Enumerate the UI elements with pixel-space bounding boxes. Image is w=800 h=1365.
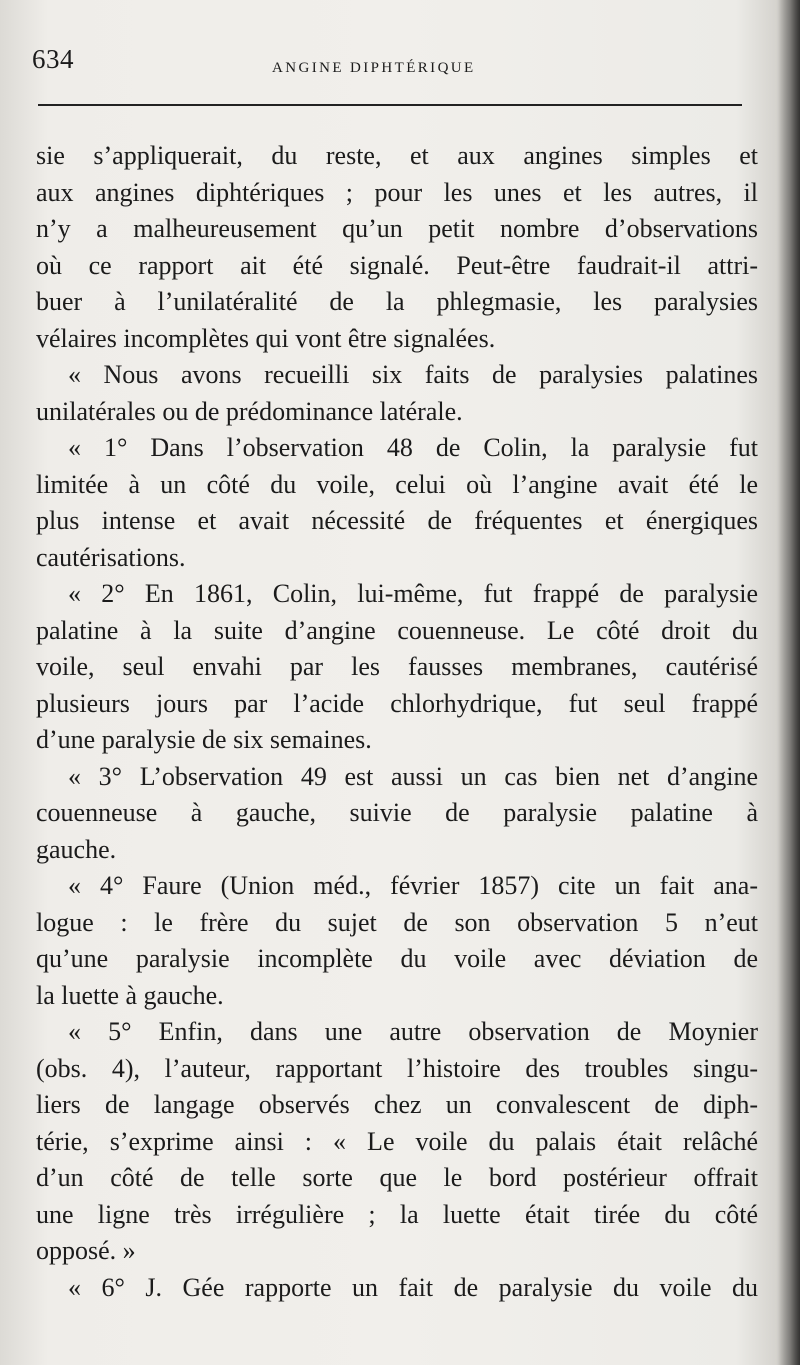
text-line: gauche. xyxy=(36,834,117,864)
text-line: la luette à gauche. xyxy=(36,980,224,1010)
text-line: logue : le frère du sujet de son observation 5 n’eut xyxy=(36,907,758,937)
text-line: d’un côté de telle sorte que le bord postérieur offrait xyxy=(36,1163,758,1192)
text-line: cautérisations. xyxy=(36,542,186,572)
page-binding-shadow xyxy=(778,0,800,1365)
text-line: opposé. » xyxy=(36,1236,136,1265)
page-number: 634 xyxy=(32,44,74,74)
text-line: vélaires incomplètes qui vont être signalées. xyxy=(36,323,496,353)
running-title: ANGINE DIPHTÉRIQUE xyxy=(272,60,476,76)
text-line: « 5° Enfin, dans une autre observation de Moynier xyxy=(68,1017,758,1046)
text-line: d’une paralysie de six semaines. xyxy=(36,725,372,754)
text-line: unilatérales ou de prédominance latérale. xyxy=(36,396,463,426)
text-line: plusieurs jours par l’acide chlorhydrique, fut seul frappé xyxy=(36,688,758,718)
text-line: sie s’appliquerait, du reste, et aux angines simples et xyxy=(36,141,758,170)
text-line: « 4° Faure (Union méd., février 1857) cite un fait ana- xyxy=(68,871,758,900)
text-line: une ligne très irrégulière ; la luette était tirée du côté xyxy=(36,1199,758,1229)
text-line: « 6° J. Gée rapporte un fait de paralysie du voile du xyxy=(68,1272,758,1302)
text-line: où ce rapport ait été signalé. Peut-être faudrait-il attri- xyxy=(36,250,758,280)
text-line: térie, s’exprime ainsi : « Le voile du palais était relâché xyxy=(36,1126,758,1156)
header-rule xyxy=(38,104,742,106)
text-line: couenneuse à gauche, suivie de paralysie palatine à xyxy=(36,798,758,827)
text-line: qu’une paralysie incomplète du voile avec déviation de xyxy=(36,944,758,973)
text-line: plus intense et avait nécessité de fréquentes et énergiques xyxy=(36,506,758,535)
text-line: « 3° L’observation 49 est aussi un cas bien net d’angine xyxy=(68,761,758,791)
text-line: aux angines diphtériques ; pour les unes et les autres, il xyxy=(36,177,758,207)
text-line: limitée à un côté du voile, celui où l’angine avait été le xyxy=(36,469,758,499)
text-line: n’y a malheureusement qu’un petit nombre d’observations xyxy=(36,214,758,243)
text-line: palatine à la suite d’angine couenneuse. Le côté droit du xyxy=(36,615,758,645)
text-line: buer à l’unilatéralité de la phlegmasie, les paralysies xyxy=(36,287,758,316)
text-line: « 2° En 1861, Colin, lui-même, fut frappé de paralysie xyxy=(68,579,758,608)
text-line: liers de langage observés chez un convalescent de diph- xyxy=(36,1090,758,1119)
text-line: « 1° Dans l’observation 48 de Colin, la paralysie fut xyxy=(68,433,758,462)
body-text xyxy=(36,138,758,1306)
text-line: (obs. 4), l’auteur, rapportant l’histoire des troubles singu- xyxy=(36,1053,758,1083)
text-line: voile, seul envahi par les fausses membranes, cautérisé xyxy=(36,652,758,681)
text-line: « Nous avons recueilli six faits de paralysies palatines xyxy=(68,360,758,389)
